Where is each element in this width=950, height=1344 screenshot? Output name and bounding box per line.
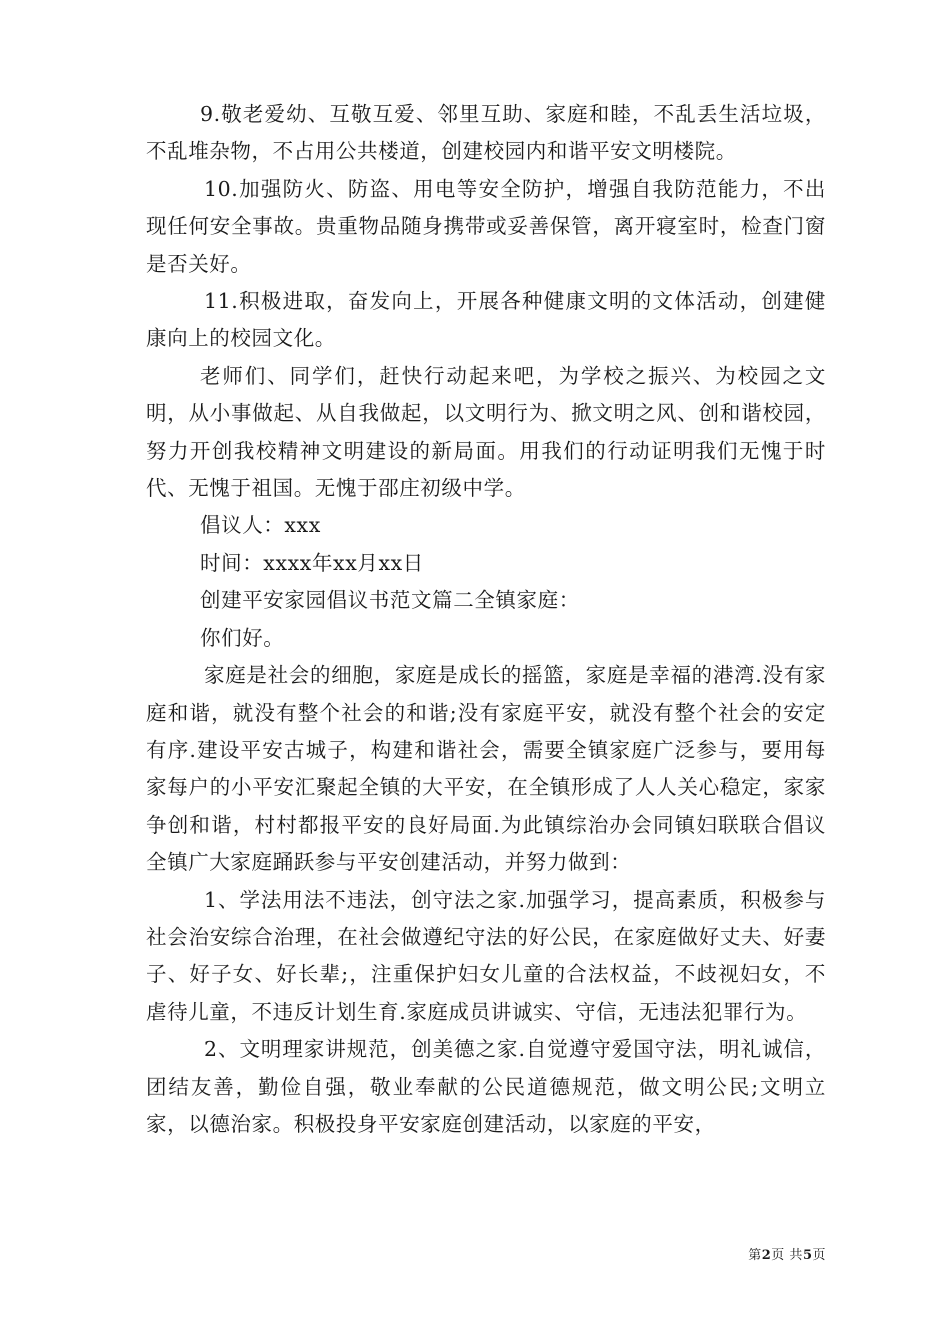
footer-middle: 页 共: [771, 1248, 803, 1263]
date-line: 时间：xxxx年xx月xx日: [200, 550, 424, 575]
paragraph-item-9: 9.敬老爱幼、互敬互爱、邻里互助、家庭和睦，不乱丢生活垃圾，不乱堆杂物，不占用公共楼道，创建校园内和谐平安文明楼院。: [146, 102, 826, 164]
proposer-line: 倡议人：xxx: [200, 513, 321, 538]
paragraph-item-10: 10.加强防火、防盗、用电等安全防护，增强自我防范能力，不出现任何安全事故。贵重物品随身携带或妥善保管，离开寝室时，检查门窗是否关好。: [146, 176, 826, 276]
footer-suffix: 页: [812, 1248, 826, 1263]
footer-prefix: 第: [748, 1248, 762, 1263]
footer-current-page: 2: [761, 1248, 772, 1263]
paragraph-call-to-action: 老师们、同学们，赶快行动起来吧，为学校之振兴、为校园之文明，从小事做起、从自我做起，以文明行为、掀文明之风、创和谐校园，努力开创我校精神文明建设的新局面。用我们的行动证明我们无愧于时代、无愧于祖国。无愧于邵庄初级中学。: [146, 363, 826, 501]
page-footer: [146, 1244, 826, 1263]
footer-total-pages: 5: [802, 1248, 813, 1263]
paragraph-item-11: 11.积极进取，奋发向上，开展各种健康文明的文体活动，创建健康向上的校园文化。: [146, 289, 826, 351]
document-page: [146, 0, 826, 1344]
section-heading-line: 创建平安家园倡议书范文篇二全镇家庭：: [200, 588, 580, 613]
paragraph-family-intro: 家庭是社会的细胞，家庭是成长的摇篮，家庭是幸福的港湾.没有家庭和谐，就没有整个社会的和谐;没有家庭平安，就没有整个社会的安定有序.建设平安古城子，构建和谐社会，需要全镇家庭广泛参与，要用每家每户的小平安汇聚起全镇的大平安，在全镇形成了人人关心稳定，家家争创和谐，村村都报平安的良好局面.为此镇综治办会同镇妇联联合倡议全镇广大家庭踊跃参与平安创建活动，并努力做到：: [146, 663, 826, 875]
paragraph-point-1: 1、学法用法不违法，创守法之家.加强学习，提高素质，积极参与社会治安综合治理，在社会做遵纪守法的好公民，在家庭做好丈夫、好妻子、好子女、好长辈;，注重保护妇女儿童的合法权益，不歧视妇女，不虐待儿童，不违反计划生育.家庭成员讲诚实、守信，无违法犯罪行为。: [146, 887, 826, 1024]
greeting-line: 你们好。: [200, 625, 285, 650]
paragraph-point-2: 2、文明理家讲规范，创美德之家.自觉遵守爱国守法，明礼诚信，团结友善，勤俭自强，敬业奉献的公民道德规范，做文明公民;文明立家，以德治家。积极投身平安家庭创建活动，以家庭的平安，: [146, 1037, 826, 1136]
document-body: [146, 96, 826, 1143]
